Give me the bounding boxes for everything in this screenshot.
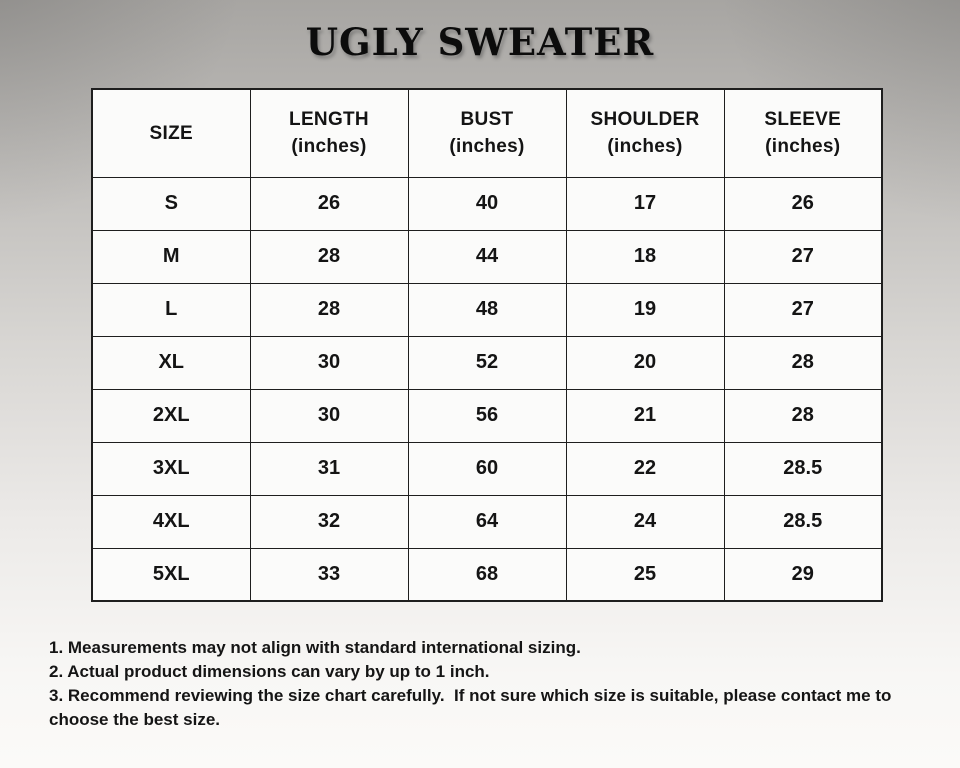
table-row: [92, 283, 882, 336]
column-header-label: SHOULDER: [590, 109, 700, 131]
shoulder-cell: 17: [566, 177, 724, 230]
sleeve-cell: 28.5: [724, 442, 882, 495]
shoulder-cell: 20: [566, 336, 724, 389]
length-cell: 30: [250, 389, 408, 442]
bust-cell: 64: [408, 495, 566, 548]
bust-cell: 48: [408, 283, 566, 336]
column-header-unit: (inches): [449, 136, 525, 158]
shoulder-cell: 19: [566, 283, 724, 336]
shoulder-cell: 18: [566, 230, 724, 283]
length-cell: 28: [250, 283, 408, 336]
column-header-label: SIZE: [149, 122, 193, 144]
length-cell: 33: [250, 548, 408, 601]
notes-section: [49, 636, 934, 732]
size-cell: 3XL: [92, 442, 250, 495]
sleeve-cell: 27: [724, 230, 882, 283]
table-header-row: [92, 89, 882, 177]
bust-cell: 44: [408, 230, 566, 283]
length-cell: 26: [250, 177, 408, 230]
sleeve-cell: 28: [724, 336, 882, 389]
column-header-label: SLEEVE: [764, 109, 842, 131]
sleeve-cell: 28: [724, 389, 882, 442]
size-cell: 5XL: [92, 548, 250, 601]
column-header-shoulder: [566, 89, 724, 177]
length-cell: 32: [250, 495, 408, 548]
table-body: [92, 177, 882, 601]
size-cell: 2XL: [92, 389, 250, 442]
column-header-sleeve: [724, 89, 882, 177]
table-row: [92, 495, 882, 548]
bust-cell: 40: [408, 177, 566, 230]
sleeve-cell: 29: [724, 548, 882, 601]
table-row: [92, 548, 882, 601]
table-row: [92, 230, 882, 283]
table-row: [92, 389, 882, 442]
length-cell: 28: [250, 230, 408, 283]
column-header-unit: (inches): [291, 136, 367, 158]
column-header-unit: (inches): [607, 136, 683, 158]
table-header: [92, 89, 882, 177]
size-cell: XL: [92, 336, 250, 389]
column-header-label: BUST: [460, 109, 514, 131]
column-header-size: [92, 89, 250, 177]
bust-cell: 68: [408, 548, 566, 601]
shoulder-cell: 21: [566, 389, 724, 442]
shoulder-cell: 22: [566, 442, 724, 495]
length-cell: 30: [250, 336, 408, 389]
note-line-3: 3. Recommend reviewing the size chart carefully. If not sure which size is suitable, please contact me to choose the best size.: [49, 686, 897, 729]
note-line-2: 2. Actual product dimensions can vary by up to 1 inch.: [49, 662, 490, 681]
bust-cell: 52: [408, 336, 566, 389]
size-cell: L: [92, 283, 250, 336]
table-row: [92, 177, 882, 230]
shoulder-cell: 24: [566, 495, 724, 548]
column-header-length: [250, 89, 408, 177]
size-chart-table: [91, 88, 883, 602]
shoulder-cell: 25: [566, 548, 724, 601]
note-line-1: 1. Measurements may not align with standard international sizing.: [49, 638, 581, 657]
size-cell: 4XL: [92, 495, 250, 548]
size-cell: M: [92, 230, 250, 283]
column-header-bust: [408, 89, 566, 177]
bust-cell: 60: [408, 442, 566, 495]
bust-cell: 56: [408, 389, 566, 442]
sleeve-cell: 26: [724, 177, 882, 230]
column-header-unit: (inches): [765, 136, 841, 158]
table-row: [92, 442, 882, 495]
sleeve-cell: 27: [724, 283, 882, 336]
page-title: UGLY SWEATER: [305, 20, 655, 64]
column-header-label: LENGTH: [289, 109, 369, 131]
sleeve-cell: 28.5: [724, 495, 882, 548]
length-cell: 31: [250, 442, 408, 495]
table-row: [92, 336, 882, 389]
size-cell: S: [92, 177, 250, 230]
